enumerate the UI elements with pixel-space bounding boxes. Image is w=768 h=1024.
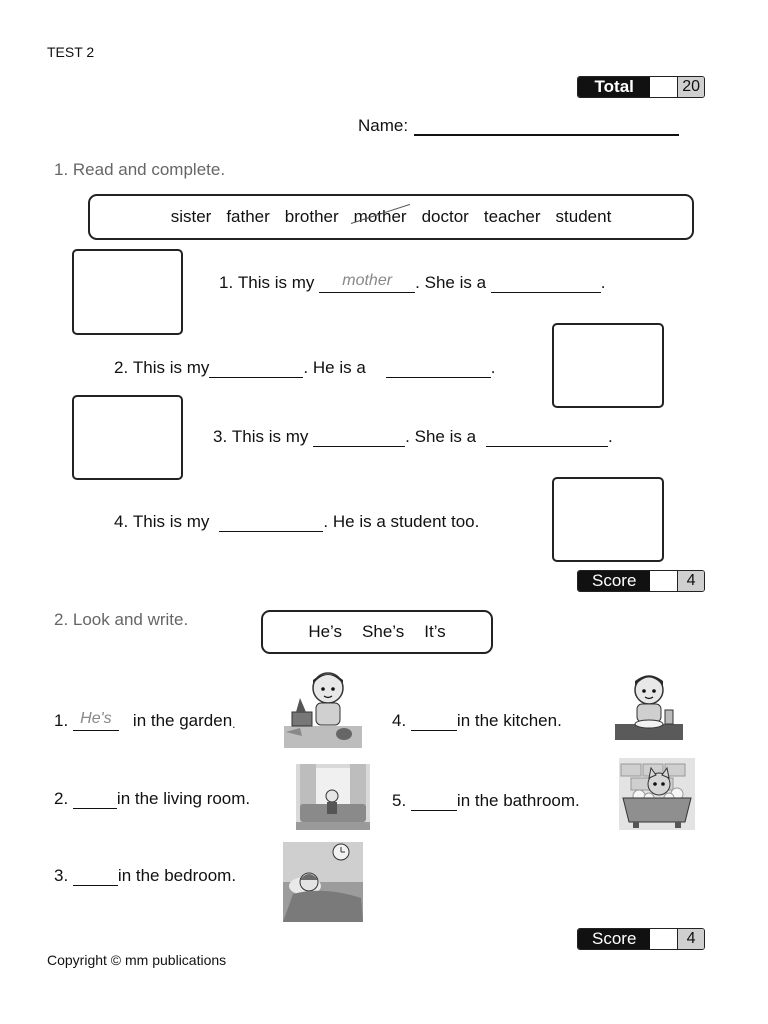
sentence-start: This is my — [132, 358, 210, 377]
sentence-start: This is my — [237, 273, 315, 292]
answer-blank[interactable] — [411, 713, 457, 731]
sentence-text: in the living room. — [116, 789, 251, 808]
cat-bathtub-picture — [619, 758, 695, 830]
answer-blank[interactable] — [319, 272, 415, 293]
total-score-blank[interactable] — [650, 77, 678, 97]
word-bank-item: doctor — [421, 207, 469, 226]
sentence-end: . — [608, 427, 613, 446]
total-label: Total — [578, 77, 650, 97]
word-bank-item: brother — [284, 207, 339, 226]
section1-item-1 — [219, 273, 606, 293]
answer-blank[interactable] — [219, 514, 323, 532]
name-input-line[interactable] — [414, 116, 679, 136]
section1-title: 1. Read and complete. — [54, 160, 226, 179]
section2-item-5 — [392, 791, 580, 811]
sentence-text: in the bathroom. — [456, 791, 580, 810]
score-points: 4 — [678, 571, 704, 591]
sentence-middle: . She is a — [415, 273, 487, 292]
test-label: TEST 2 — [47, 44, 95, 60]
boy-eating-kitchen-picture — [613, 670, 685, 742]
sentence-start: This is my — [132, 512, 210, 531]
sentence-text: in the bedroom. — [117, 866, 237, 885]
word-bank-item: teacher — [483, 207, 541, 226]
answer-blank[interactable] — [73, 868, 118, 886]
boy-watering-plants-picture — [284, 668, 362, 748]
section2-item-4 — [392, 711, 562, 731]
section1-score-box — [577, 570, 705, 592]
sample-answer: He's — [80, 710, 112, 727]
word-bank-item: It’s — [424, 622, 446, 641]
sample-answer: mother — [342, 272, 393, 289]
item-number: 2. — [114, 358, 129, 377]
picture-box-2 — [552, 323, 664, 408]
word-bank-item: father — [226, 207, 270, 226]
girl-sleeping-bedroom-picture — [283, 842, 363, 922]
word-bank-item-crossed: mother — [353, 207, 407, 226]
section2-item-3 — [54, 866, 236, 886]
answer-blank[interactable] — [486, 429, 608, 447]
sentence-text: in the garden — [132, 711, 233, 730]
word-bank-item: sister — [170, 207, 212, 226]
answer-blank[interactable] — [73, 710, 119, 731]
item-number: 3. — [213, 427, 228, 446]
name-field — [358, 116, 679, 136]
answer-blank[interactable] — [313, 429, 405, 447]
section2-score-box — [577, 928, 705, 950]
section1-item-3 — [213, 427, 613, 447]
section1-item-4 — [114, 512, 479, 532]
word-bank-item: He’s — [308, 622, 343, 641]
sentence-text: in the kitchen. — [456, 711, 562, 730]
item-number: 3. — [54, 866, 69, 885]
word-bank-item: student — [555, 207, 612, 226]
score-blank[interactable] — [650, 929, 678, 949]
score-label: Score — [578, 571, 650, 591]
picture-box-4 — [552, 477, 664, 562]
word-bank-item: She’s — [362, 622, 405, 641]
answer-blank[interactable] — [386, 360, 491, 378]
score-points: 4 — [678, 929, 704, 949]
item-number: 1. — [219, 273, 234, 292]
item-number: 1. — [54, 711, 69, 730]
section2-word-bank — [261, 610, 493, 654]
sentence-end: . He is a student too. — [323, 512, 480, 531]
item-number: 4. — [114, 512, 129, 531]
section1-word-bank — [88, 194, 694, 240]
score-blank[interactable] — [650, 571, 678, 591]
section2-title: 2. Look and write. — [54, 610, 189, 629]
name-label: Name: — [358, 116, 409, 135]
item-number: 2. — [54, 789, 69, 808]
total-points: 20 — [678, 77, 704, 97]
sentence-start: This is my — [231, 427, 309, 446]
section1-item-2 — [114, 358, 496, 378]
answer-blank[interactable] — [73, 791, 117, 809]
picture-box-1 — [72, 249, 183, 335]
section2-item-2 — [54, 789, 250, 809]
answer-blank[interactable] — [411, 793, 457, 811]
item-number: 4. — [392, 711, 407, 730]
sentence-end: . — [600, 273, 606, 292]
sentence-end: . — [490, 358, 496, 377]
copyright-notice: Copyright © mm publications — [47, 952, 227, 968]
section2-item-1 — [54, 711, 236, 731]
item-number: 5. — [392, 791, 407, 810]
sentence-middle: . She is a — [405, 427, 477, 446]
sentence-middle: . He is a — [303, 358, 366, 377]
picture-box-3 — [72, 395, 183, 480]
girl-living-room-picture — [296, 764, 370, 830]
score-label: Score — [578, 929, 650, 949]
answer-blank[interactable] — [491, 275, 601, 293]
sentence-end: . — [232, 717, 236, 731]
answer-blank[interactable] — [209, 360, 303, 378]
total-score-box — [577, 76, 705, 98]
